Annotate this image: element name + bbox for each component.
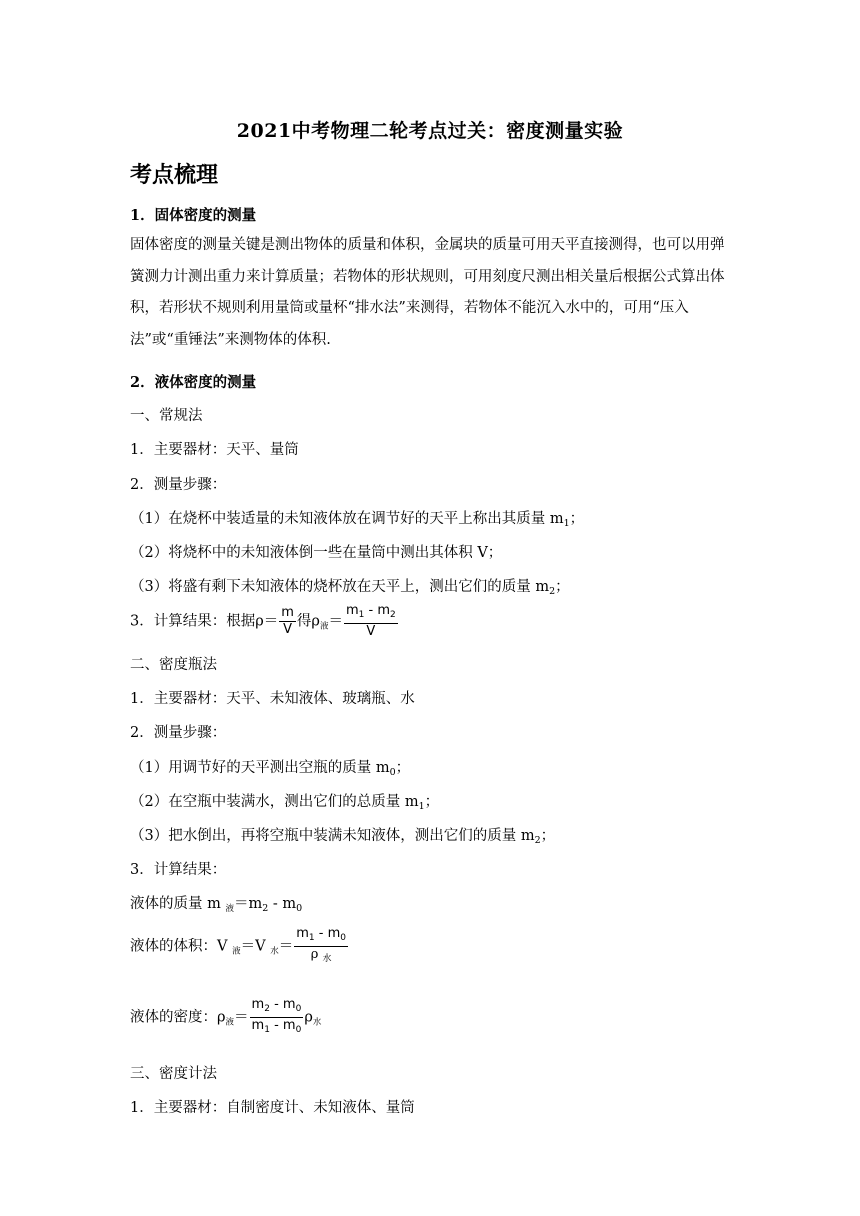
method1-equipment: 1．主要器材：天平、量筒: [130, 442, 299, 458]
method3-equipment: 1．主要器材：自制密度计、未知液体、量筒: [130, 1100, 415, 1116]
method2-step3: （3）把水倒出，再将空瓶中装满未知液体，测出它们的质量 $m_2$；: [130, 828, 556, 846]
subsection-liquid-title: 2．液体密度的测量: [130, 374, 257, 391]
method2-step2: （2）在空瓶中装满水，测出它们的总质量 $m_1$；: [130, 794, 440, 812]
method1-title: 一、常规法: [130, 408, 203, 424]
method1-step3: （3）将盛有剩下未知液体的烧杯放在天平上，测出它们的质量 $m_2$；: [130, 579, 570, 597]
method1-step1: （1）在烧杯中装适量的未知液体放在调节好的天平上称出其质量 $m_1$；: [130, 511, 585, 529]
method2-liquid-density: 液体的密度：$\rho_液=$ $\frac{m_2 - m_0}{m_1 - m_0}$ $\rho_水$: [130, 997, 321, 1038]
method2-liquid-mass: 液体的质量 m $_液=m_2 - m_0$: [130, 896, 303, 914]
method2-step1: （1）用调节好的天平测出空瓶的质量 $m_0$；: [130, 760, 411, 778]
fraction-m-over-v: $\frac{m}{V}$: [281, 605, 294, 637]
fraction-density: $\frac{m_2 - m_0}{m_1 - m_0}$: [251, 997, 302, 1035]
method2-steps-title: 2．测量步骤：: [130, 725, 227, 741]
method2-liquid-volume: 液体的体积：V $_液$＝V $_水$＝ $\frac{m_1 - m_0}{\rho _水}$: [130, 926, 349, 967]
document-title: 2021中考物理二轮考点过关：密度测量实验: [236, 120, 624, 142]
method1-calc-formula: 3．计算结果：根据ρ＝ $\frac{m}{V}$ 得$\rho_液=$ $\frac{m_1 - m_2}{V}$: [130, 603, 396, 639]
method2-title: 二、密度瓶法: [130, 657, 217, 673]
subsection-solid-title: 1．固体密度的测量: [130, 207, 257, 224]
method2-equipment: 1．主要器材：天平、未知液体、玻璃瓶、水: [130, 691, 415, 707]
fraction-volume: $\frac{m_1 - m_0}{\rho _水}$: [296, 926, 346, 964]
section-heading: 考点梳理: [130, 162, 219, 188]
method1-steps-title: 2．测量步骤：: [130, 477, 227, 493]
method3-title: 三、密度计法: [130, 1066, 217, 1082]
method2-calc-title: 3．计算结果：: [130, 862, 227, 878]
method1-step2: （2）将烧杯中的未知液体倒一些在量筒中测出其体积 V；: [130, 545, 503, 561]
fraction-liquid-density: $\frac{m_1 - m_2}{V}$: [345, 603, 396, 639]
solid-paragraph: 固体密度的测量关键是测出物体的质量和体积，金属块的质量可用天平直接测得，也可以用弹簧测力计测出重力来计算质量；若物体的形状规则，可用刻度尺测出相关量后根据公式算出体积，若形状不规则利用量筒或量杯“排水法”来测得，若物体不能沉入水中的，可用“压入法”或“重锤法”来测物体的体积.: [130, 237, 725, 348]
